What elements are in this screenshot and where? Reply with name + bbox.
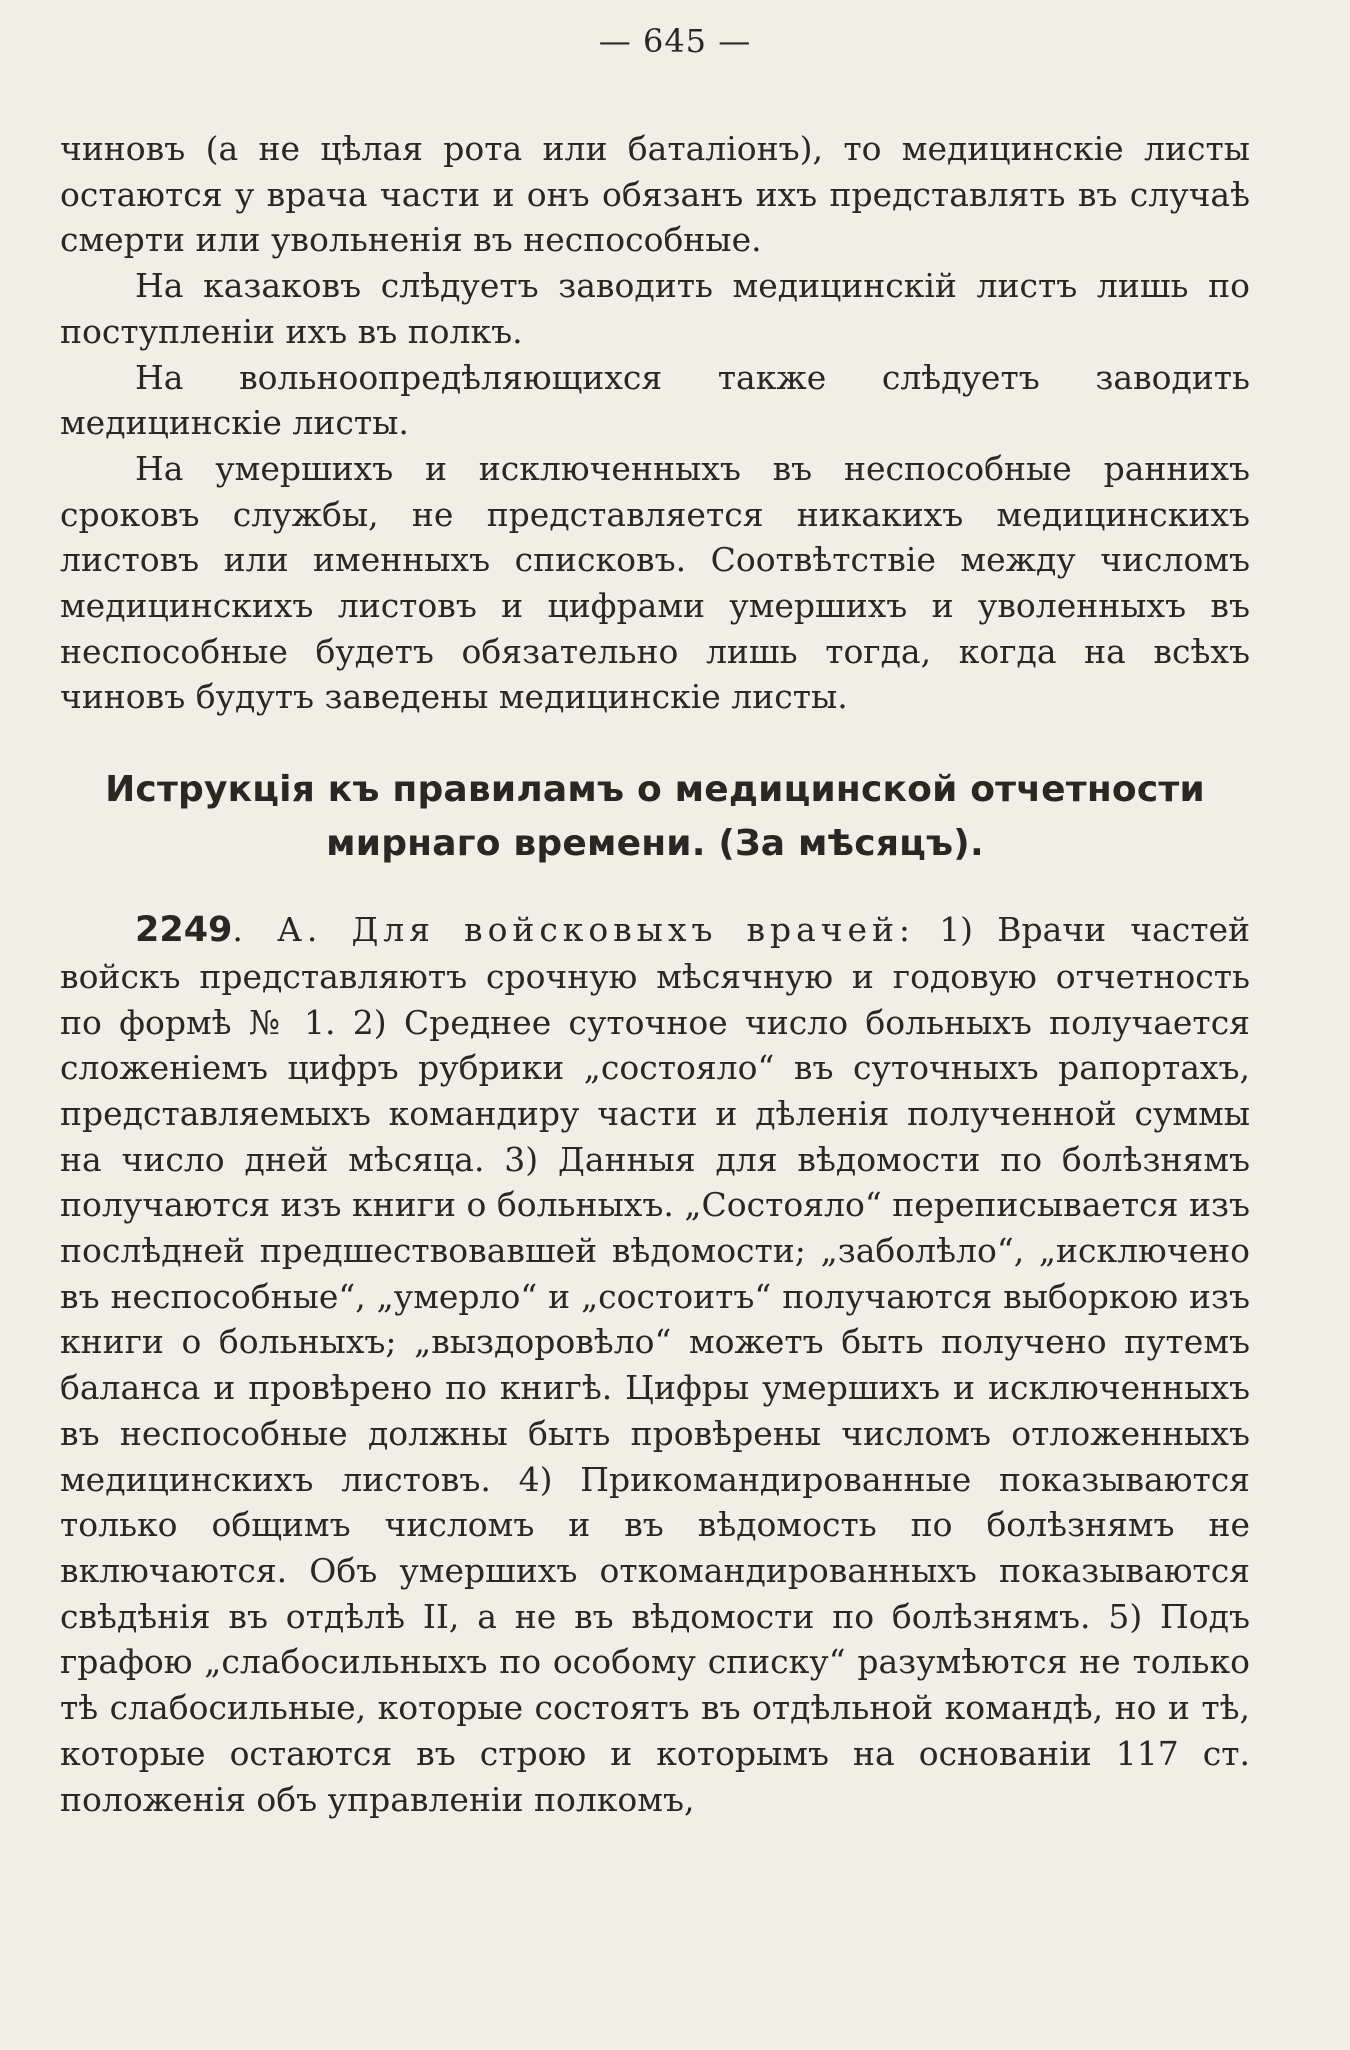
- page-body: [60, 126, 1250, 1822]
- paragraph-deceased: На умершихъ и исключенныхъ въ неспособные раннихъ сроковъ службы, не представляется никакихъ медицинскихъ листовъ или именныхъ списковъ. Соотвѣтствіе между числомъ медицинскихъ листовъ и цифрами умершихъ и уволенныхъ въ неспособные будетъ обязательно лишь тогда, когда на всѣхъ чиновъ будутъ заведены медицинскіе листы.: [60, 448, 1250, 717]
- page-number: — 645 —: [598, 22, 752, 60]
- article-paragraph: [60, 907, 1250, 1822]
- paragraph-cossacks: На казаковъ слѣдуетъ заводить медицинскій листъ лишь по поступленіи ихъ въ полкъ.: [60, 266, 1250, 351]
- article-number: 2249: [135, 910, 233, 951]
- paragraph-continuation: чиновъ (а не цѣлая рота или баталіонъ), то медицинскіе листы остаются у врача части и онъ обязанъ ихъ представлять въ случаѣ смерти или увольненія въ неспособные.: [60, 129, 1250, 260]
- section-heading: Иструкція къ правиламъ о медицинской отчетности мирнаго времени. (За мѣсяцъ).: [105, 769, 1205, 865]
- paragraph-volunteers: На вольноопредѣляющихся также слѣдуетъ заводить медицинскіе листы.: [60, 357, 1250, 443]
- article-label: . А. Для войсковыхъ врачей:: [232, 910, 916, 950]
- article-text: 1) Врачи частей войскъ представляютъ срочную мѣсячную и годовую отчетность по формѣ № 1. 2) Среднее суточное число больныхъ получается сложеніемъ цифръ рубрики „состояло“ въ суточныхъ рапортахъ, представляемыхъ командиру части и дѣленія полученной суммы на число дней мѣсяца. 3) Данныя для вѣдомости по болѣзнямъ получаются изъ книги о больныхъ. „Состояло“ переписывается изъ послѣдней предшествовавшей вѣдомости; „заболѣло“, „исключено въ неспособные“, „умерло“ и „состоитъ“ получаются выборкою изъ книги о больныхъ; „выздоровѣло“ можетъ быть получено путемъ баланса и провѣрено по книгѣ. Цифры умершихъ и исключенныхъ въ неспособные должны быть провѣрены числомъ отложенныхъ медицинскихъ листовъ. 4) Прикомандированные показываются только общимъ числомъ и въ вѣдомость по болѣзнямъ не включаются. Объ умершихъ откомандированныхъ показываются свѣдѣнія въ отдѣлѣ II, а не въ вѣдомости по болѣзнямъ. 5) Подъ графою „слабосильныхъ по особому списку“ разумѣются не только тѣ слабосильные, которые состоятъ въ отдѣльной командѣ, но и тѣ, которые остаются въ строю и которымъ на основаніи 117 ст. положенія объ управленіи полкомъ,: [60, 910, 1250, 1819]
